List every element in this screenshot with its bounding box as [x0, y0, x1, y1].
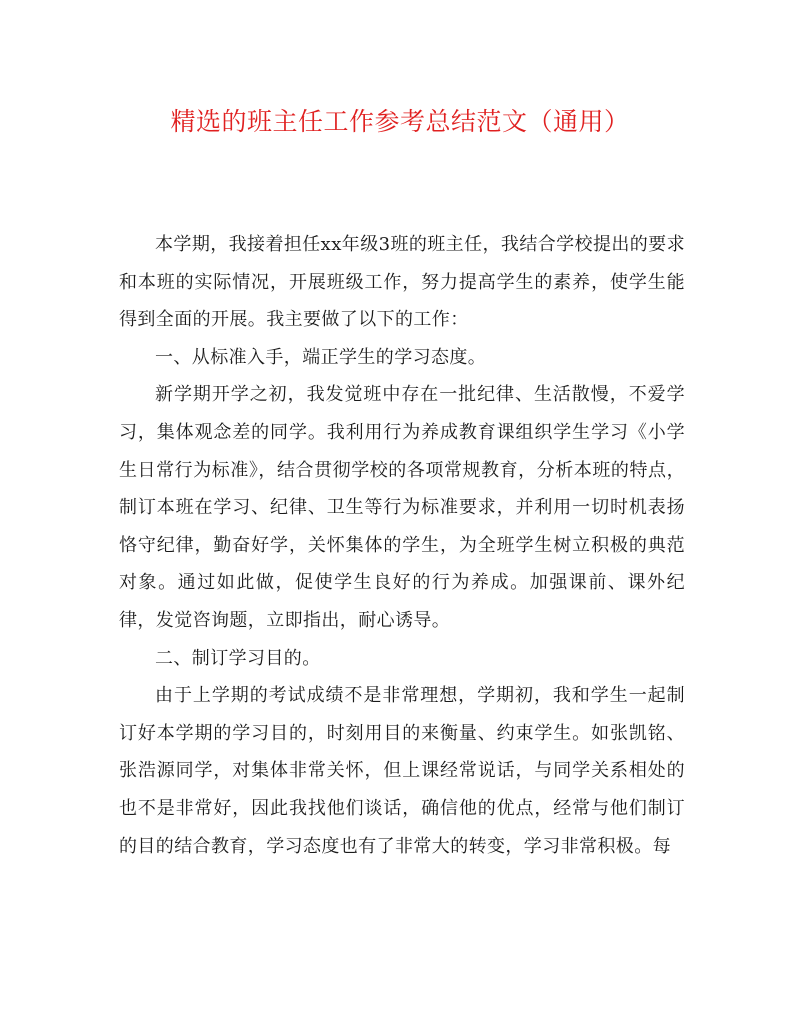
- document-title: 精选的班主任工作参考总结范文（通用）: [170, 107, 630, 136]
- paragraph-section-2: 由于上学期的考试成绩不是非常理想，学期初，我和学生一起制订好本学期的学习目的，时刻用目的来衡量、约束学生。如张凯铭、张浩源同学，对集体非常关怀，但上课经常说话，与同学关系相处的也不是非常好，因此我找他们谈话，确信他的优点，经常与他们制订的目的结合教育，学习态度也有了非常大的转变，学习非常积极。每: [119, 685, 685, 857]
- section-heading-1: 一、从标准入手，端正学生的学习态度。: [155, 346, 487, 368]
- document-body: [119, 226, 685, 865]
- section-heading-2: 二、制订学习目的。: [155, 647, 321, 669]
- paragraph-intro: 本学期，我接着担任xx年级3班的班主任，我结合学校提出的要求和本班的实际情况，开展班级工作，努力提高学生的素养，使学生能得到全面的开展。我主要做了以下的工作：: [119, 234, 685, 331]
- paragraph-section-1: 新学期开学之初，我发觉班中存在一批纪律、生活散慢，不爱学习，集体观念差的同学。我利用行为养成教育课组织学生学习《小学生日常行为标准》，结合贯彻学校的各项常规教育，分析本班的特点，制订本班在学习、纪律、卫生等行为标准要求，并利用一切时机表扬恪守纪律，勤奋好学，关怀集体的学生，为全班学生树立积极的典范对象。通过如此做，促使学生良好的行为养成。加强课前、课外纪律，发觉咨询题，立即指出，耐心诱导。: [119, 384, 685, 631]
